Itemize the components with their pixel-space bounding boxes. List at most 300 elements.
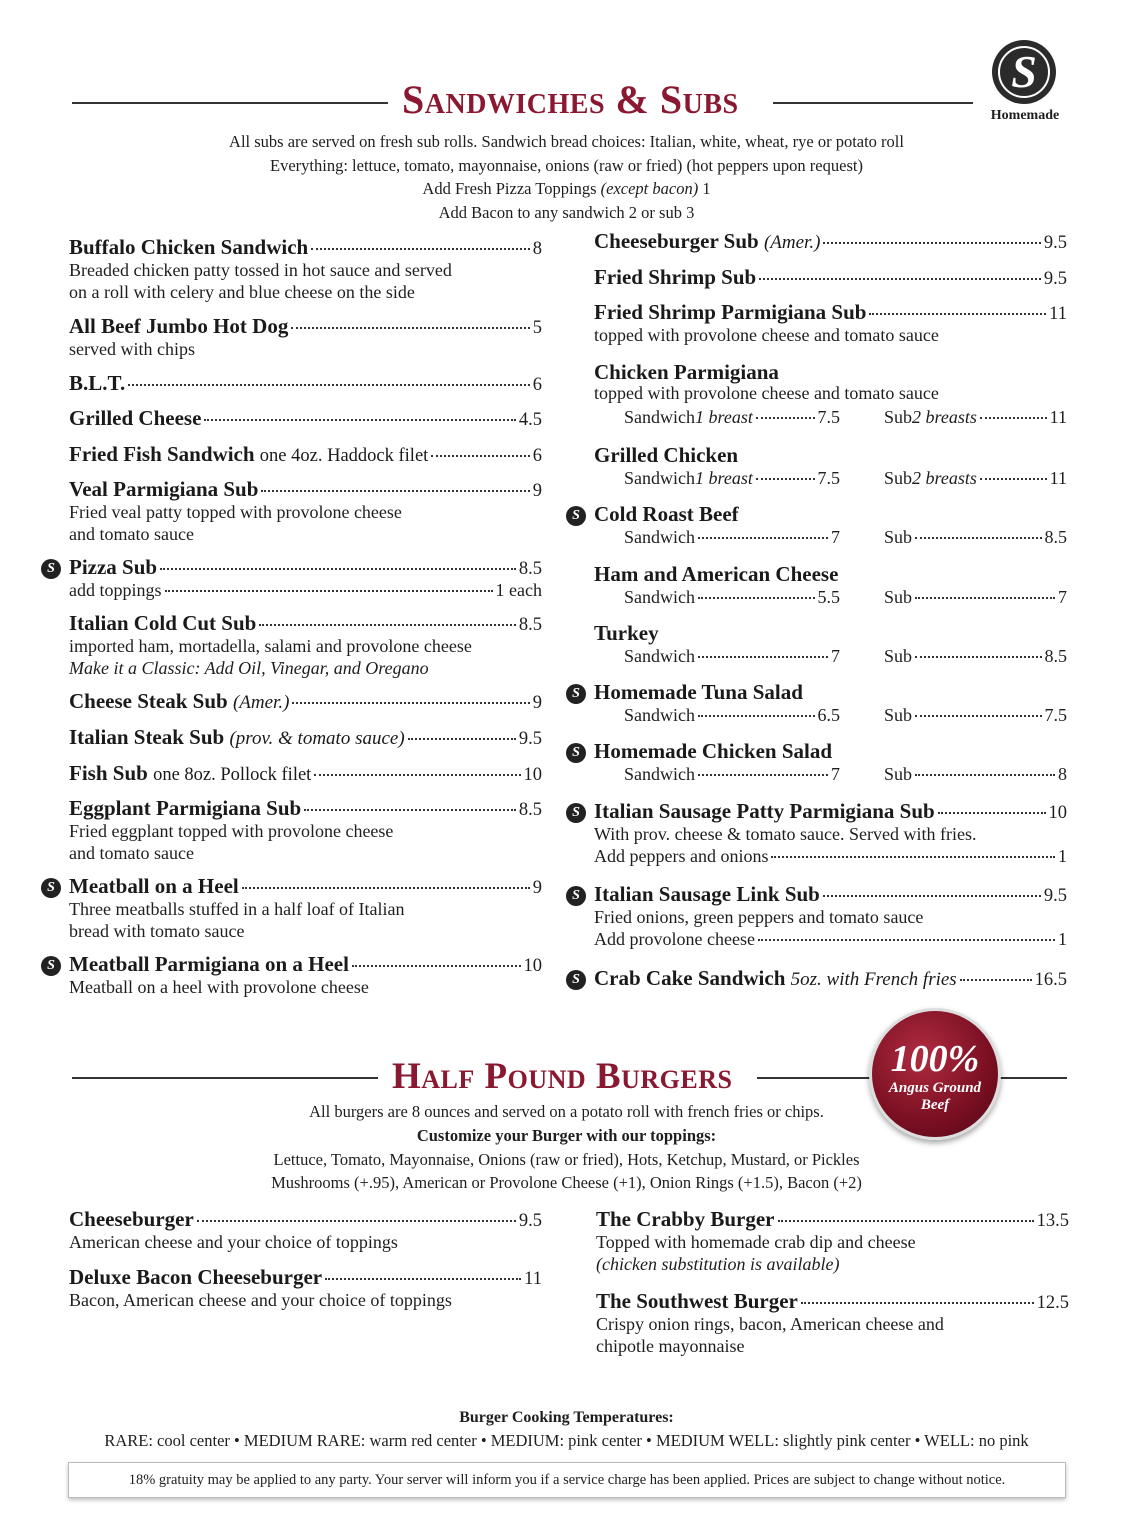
item-name [596,1290,798,1312]
size-note: 1 breast [695,468,753,488]
leader-dots [242,887,530,889]
leader-dots [698,597,815,599]
homemade-badge-icon: S [992,40,1056,104]
item-name [594,800,935,822]
size-price: 7 [831,527,840,547]
item-name-text: Italian Sausage Patty Parmigiana Sub [594,799,935,823]
item-price: 9.5 [518,1211,542,1231]
addon-row [594,846,1067,868]
item-name-text: Eggplant Parmigiana Sub [69,796,302,820]
item-name-text: Meatball Parmigiana on a Heel [69,952,349,976]
item-header [69,762,542,786]
size-label: Sandwich [624,646,695,666]
item-price: 11 [1049,304,1067,324]
size-price: 11 [1049,406,1067,427]
size-price: 7 [1058,587,1067,607]
sub-size [884,585,1067,609]
item-name-text: Pizza Sub [69,555,158,579]
item-price: 9 [532,481,542,501]
sandwich-size [624,466,840,490]
sandwich-size [624,762,840,786]
leader-dots [915,774,1055,776]
item-price: 16.5 [1034,970,1067,990]
size-label: Sandwich [624,705,695,725]
leader-dots [778,1220,1034,1222]
item-header [594,740,1067,762]
item-price: 9 [532,878,542,898]
sandwich-size [624,644,840,668]
item-name [594,503,739,525]
size-row [594,405,1067,429]
homemade-icon: S [566,970,586,990]
item-header [594,622,1067,644]
burgers-toppings-2: Mushrooms (+.95), American or Provolone Cheese (+1), Onion Rings (+1.5), Bacon (+2) [271,1173,862,1192]
size-price: 11 [1049,468,1067,488]
item-header [594,503,1067,525]
item-name [594,967,957,991]
size-price: 8.5 [1044,646,1067,666]
size-row [594,644,1067,668]
size-note: 2 breasts [912,468,977,488]
homemade-icon: S [566,743,586,763]
leader-dots [204,419,515,421]
item-name [594,740,832,762]
size-row [594,762,1067,786]
item-description: Fried eggplant topped with provolone cheese [69,821,394,841]
menu-item [594,503,1067,549]
item-name-text: Cheese Steak Sub [69,689,228,713]
item-description: topped with provolone cheese and tomato sauce [594,383,939,403]
item-name [69,407,201,429]
size-note: 2 breasts [912,406,977,427]
item-description: on a roll with celery and blue cheese on the side [69,281,415,302]
homemade-icon: S [41,956,61,976]
menu-item [594,266,1067,290]
homemade-icon: S [566,886,586,906]
item-note: 5oz. with French fries [790,969,957,990]
leader-dots [915,537,1041,539]
leader-dots [698,715,815,717]
size-label: Sandwich [624,587,695,607]
item-price: 8.5 [518,615,542,635]
item-name-text: Chicken Parmigiana [594,360,779,384]
item-description: and tomato sauce [69,523,194,544]
leader-dots [698,537,828,539]
item-header [594,301,1067,325]
item-price: 5 [532,318,542,338]
item-name-text: Cheeseburger Sub [594,229,759,253]
sandwich-size [624,585,840,609]
menu-item [69,690,542,714]
item-description: Three meatballs stuffed in a half loaf of Italian [69,899,405,919]
item-name-text: B.L.T. [69,371,126,395]
item-header [69,315,542,339]
size-price: 7.5 [817,406,840,427]
burgers-toppings-1: Lettuce, Tomato, Mayonnaise, Onions (raw or fried), Hots, Ketchup, Mustard, or Pickles [273,1150,860,1169]
leader-dots [938,812,1046,814]
leader-dots [915,656,1041,658]
item-extra: one 8oz. Pollock filet [153,765,312,785]
menu-item [69,762,542,786]
title-rule-left [72,102,388,104]
item-header [69,875,542,899]
bacon-line: Add Bacon to any sandwich 2 or sub 3 [438,203,695,222]
leader-dots [408,738,516,740]
item-name-text: The Southwest Burger [596,1289,798,1313]
leader-dots [960,979,1032,981]
leader-dots [259,624,516,626]
item-description: Crispy onion rings, bacon, American cheese and [596,1314,944,1334]
item-name-text: Grilled Chicken [594,443,739,467]
item-note: (Amer.) [232,692,290,713]
menu-item [594,230,1067,254]
item-description: Topped with homemade crab dip and cheese [596,1232,916,1252]
item-price: 9.5 [1043,233,1067,253]
item-price: 8.5 [518,559,542,579]
item-name-text: Homemade Chicken Salad [594,739,833,763]
item-name [69,612,256,634]
item-name-text: Crab Cake Sandwich [594,966,786,990]
menu-item [69,407,542,431]
item-description: imported ham, mortadella, salami and provolone cheese [69,636,472,656]
item-header [69,612,542,636]
item-name [596,1208,775,1230]
size-label: Sub [884,406,913,427]
item-name-text: Meatball on a Heel [69,874,239,898]
sandwiches-intro-2: Everything: lettuce, tomato, mayonnaise, onions (raw or fried) (hot peppers upon request) [270,156,863,175]
leader-dots [292,702,529,704]
item-note: (prov. & tomato sauce) [229,728,405,749]
menu-item [594,681,1067,727]
sandwiches-title: Sandwiches & Subs [402,77,739,122]
leader-dots [869,313,1046,315]
menu-item [594,622,1067,668]
addon-label: Add peppers and onions [594,845,769,866]
leader-dots [823,242,1040,244]
menu-item [594,967,1067,991]
item-name-text: Italian Cold Cut Sub [69,611,257,635]
size-price: 8 [1058,764,1067,784]
leader-dots [756,417,815,419]
toppings-line: Add Fresh Pizza Toppings (except bacon) 1 [422,179,711,198]
leader-dots [801,1302,1034,1304]
item-header [594,444,1067,466]
item-name-text: Fried Shrimp Sub [594,265,757,289]
leader-dots [915,597,1055,599]
homemade-icon: S [41,878,61,898]
item-name [594,301,866,323]
item-name-text: Fried Fish Sandwich [69,442,255,466]
sub-size [884,644,1067,668]
size-label: Sub [884,646,913,666]
leader-dots [325,1278,521,1280]
item-name-text: Ham and American Cheese [594,562,839,586]
item-name [69,690,289,714]
item-name [594,230,820,254]
leader-dots [756,478,815,480]
item-header [594,563,1067,585]
menu-item [69,797,542,864]
item-header [596,1290,1069,1314]
angus-seal-icon: 100% Angus Ground Beef [869,1008,1001,1140]
item-name [69,797,301,819]
item-name [594,444,738,466]
homemade-icon: S [566,684,586,704]
size-price: 7.5 [817,468,840,488]
item-price: 8 [532,239,542,259]
item-extra: one 4oz. Haddock filet [259,446,429,466]
homemade-icon: S [41,559,61,579]
item-name [69,762,311,786]
temps-title: Burger Cooking Temperatures: [459,1409,674,1426]
sub-size [884,762,1067,786]
item-name [594,266,756,288]
sandwiches-intro-1: All subs are served on fresh sub rolls. Sandwich bread choices: Italian, white, wheat, rye or potato roll [229,132,904,151]
item-name-text: The Crabby Burger [596,1207,775,1231]
size-label: Sandwich [624,764,695,784]
leader-dots [291,327,529,329]
item-price: 11 [524,1269,542,1289]
size-label: Sub [884,468,913,488]
item-note: (Amer.) [763,232,821,253]
menu-item [596,1208,1069,1275]
item-name [69,875,239,897]
menu-item [594,444,1067,490]
item-price: 8.5 [518,800,542,820]
item-name-text: Fish Sub [69,761,148,785]
size-row [594,525,1067,549]
menu-item [594,740,1067,786]
menu-item [69,1266,542,1312]
item-name [69,1208,194,1230]
temps-line: RARE: cool center • MEDIUM RARE: warm red center • MEDIUM: pink center • MEDIUM WELL: slightly pink center • WELL: no pink [104,1431,1029,1450]
size-label: Sub [884,764,913,784]
item-name [69,556,157,578]
item-name-text: Italian Sausage Link Sub [594,882,820,906]
item-name [594,622,659,644]
burgers-title: Half Pound Burgers [392,1056,733,1097]
leader-dots [304,809,516,811]
size-price: 6.5 [817,705,840,725]
menu-item [69,236,542,303]
item-description: topped with provolone cheese and tomato sauce [594,325,939,345]
menu-item [596,1290,1069,1357]
item-name [69,443,428,467]
menu-item [69,443,542,467]
item-price: 9 [532,693,542,713]
leader-dots [314,774,520,776]
item-header [596,1208,1069,1232]
item-price: 6 [532,375,542,395]
leader-dots [758,939,1055,941]
leader-dots [915,715,1041,717]
item-header [69,478,542,502]
size-note: 1 breast [695,406,753,427]
menu-item [594,563,1067,609]
item-price: 12.5 [1036,1293,1069,1313]
size-label: Sandwich [624,406,695,427]
item-name-text: Deluxe Bacon Cheeseburger [69,1265,323,1289]
item-name [69,726,405,750]
item-name-text: Grilled Cheese [69,406,202,430]
sandwich-size [624,525,840,549]
homemade-icon: S [566,803,586,823]
item-name-text: Cold Roast Beef [594,502,739,526]
item-name [594,563,838,585]
size-row [594,703,1067,727]
sub-size [884,525,1067,549]
addon-price: 1 [1058,845,1067,866]
burgers-rule-left [72,1077,378,1079]
menu-item [69,612,542,679]
addon-label: add toppings [69,580,162,600]
size-label: Sandwich [624,468,695,488]
item-description: Meatball on a heel with provolone cheese [69,977,369,997]
menu-item [69,1208,542,1254]
size-price: 7.5 [1044,705,1067,725]
addon-price: 1 each [495,580,542,600]
sandwich-size [624,405,840,429]
item-header [594,230,1067,254]
item-header [594,800,1067,824]
size-price: 8.5 [1044,527,1067,547]
item-name [69,315,288,337]
title-rule-right [773,102,973,104]
menu-item [69,478,542,545]
menu-item [69,315,542,361]
leader-dots [823,895,1041,897]
item-name-text: Veal Parmigiana Sub [69,477,259,501]
leader-dots [311,248,530,250]
item-name [594,361,779,383]
leader-dots [352,965,521,967]
item-header [69,726,542,750]
homemade-badge-label: Homemade [990,108,1060,123]
menu-item [69,556,542,602]
size-label: Sandwich [624,527,695,547]
item-name-text: Cheeseburger [69,1207,194,1231]
item-header [594,266,1067,290]
item-name [69,236,308,258]
menu-item [69,953,542,999]
menu-item [594,883,1067,950]
item-name [594,681,803,703]
item-header [594,883,1067,907]
leader-dots [698,656,828,658]
size-price: 5.5 [817,587,840,607]
item-description: American cheese and your choice of toppings [69,1232,398,1252]
sub-size [884,703,1067,727]
item-price: 13.5 [1036,1211,1069,1231]
menu-item [69,875,542,942]
item-name [594,883,820,905]
size-label: Sub [884,527,913,547]
size-row [594,585,1067,609]
item-price: 9.5 [1043,269,1067,289]
addon-row [594,929,1067,951]
item-price: 6 [532,446,542,466]
size-row [594,466,1067,490]
leader-dots [160,568,516,570]
item-name-text: All Beef Jumbo Hot Dog [69,314,289,338]
leader-dots [431,455,529,457]
item-header [69,372,542,396]
item-header [69,1208,542,1232]
leader-dots [980,417,1047,419]
menu-item [69,372,542,396]
item-note-italic: (chicken substitution is available) [596,1253,840,1274]
item-price: 4.5 [518,410,542,430]
addon-price: 1 [1058,928,1067,949]
item-header [69,556,542,580]
size-label: Sub [884,587,913,607]
item-name-text: Italian Steak Sub [69,725,225,749]
leader-dots [980,478,1047,480]
leader-dots [128,384,530,386]
item-name [69,478,258,500]
item-header [69,797,542,821]
addon-row [69,580,542,602]
item-description: Fried onions, green peppers and tomato sauce [594,907,924,927]
sandwich-size [624,703,840,727]
item-description: Breaded chicken patty tossed in hot sauce and served [69,260,452,280]
leader-dots [165,590,493,592]
item-description: served with chips [69,339,195,359]
leader-dots [771,856,1055,858]
item-header [69,1266,542,1290]
item-name [69,1266,322,1288]
sub-size [884,466,1067,490]
size-price: 7 [831,646,840,666]
item-price: 9.5 [1043,886,1067,906]
item-description: chipotle mayonnaise [596,1335,745,1356]
item-price: 9.5 [518,729,542,749]
burgers-customize: Customize your Burger with our toppings: [416,1126,717,1145]
item-header [594,361,1067,383]
leader-dots [197,1220,516,1222]
leader-dots [759,278,1041,280]
item-name [69,953,349,975]
size-label: Sub [884,705,913,725]
leader-dots [698,774,828,776]
item-price: 10 [523,765,542,785]
item-header [69,443,542,467]
item-note-italic: Make it a Classic: Add Oil, Vinegar, and Oregano [69,657,429,678]
item-header [594,681,1067,703]
item-name-text: Turkey [594,621,659,645]
item-header [69,953,542,977]
item-description: bread with tomato sauce [69,920,245,941]
burgers-intro: All burgers are 8 ounces and served on a potato roll with french fries or chips. [309,1102,824,1121]
item-name [69,372,125,394]
addon-label: Add provolone cheese [594,928,755,949]
item-header [69,407,542,431]
item-price: 10 [523,956,542,976]
item-name-text: Buffalo Chicken Sandwich [69,235,309,259]
menu-item [594,361,1067,429]
item-description: Fried veal patty topped with provolone cheese [69,502,402,522]
footer-notice: 18% gratuity may be applied to any party. Your server will inform you if a service charge has been applied. Prices are subject to change without notice. [68,1462,1066,1498]
item-header [594,967,1067,991]
homemade-icon: S [566,506,586,526]
item-description: and tomato sauce [69,842,194,863]
menu-item [594,800,1067,867]
sub-size [884,405,1067,429]
item-header [69,236,542,260]
leader-dots [261,490,529,492]
size-price: 7 [831,764,840,784]
item-description: Bacon, American cheese and your choice of toppings [69,1290,452,1310]
